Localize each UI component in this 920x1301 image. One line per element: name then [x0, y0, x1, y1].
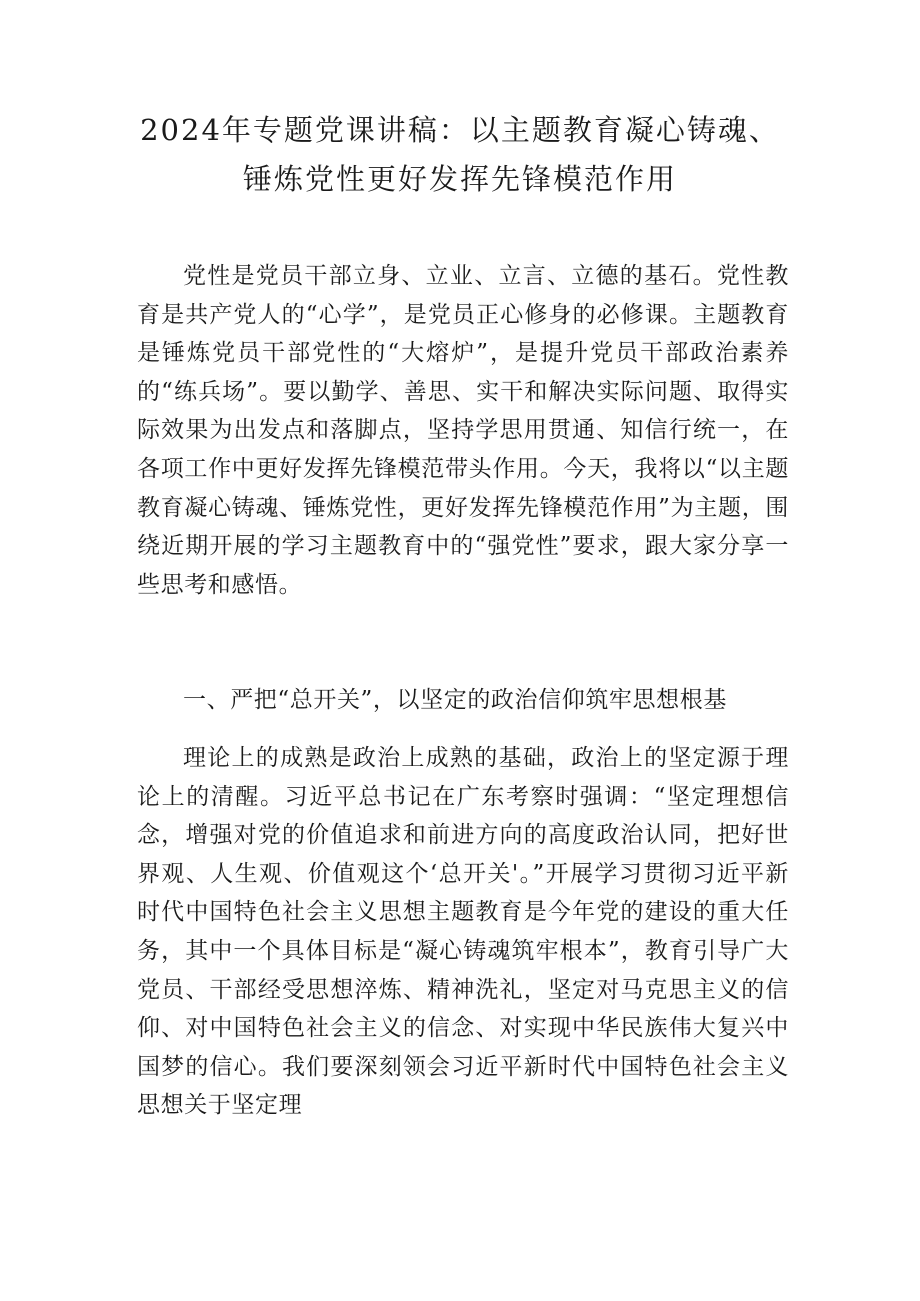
document-title-line-1: 2024年专题党课讲稿：以主题教育凝心铸魂、 [140, 113, 780, 147]
document-title-line-2: 锤炼党性更好发挥先锋模范作用 [242, 162, 677, 196]
section-1-heading: 一、严把“总开关”，以坚定的政治信仰筑牢思想根基 [183, 687, 727, 713]
section-1-paragraph: 理论上的成熟是政治上成熟的基础，政治上的坚定源于理论上的清醒。习近平总书记在广东考察时强调：“坚定理想信念，增强对党的价值追求和前进方向的高度政治认同，把好世界观、人生观、价值观这个‘总开关'。”开展学习贯彻习近平新时代中国特色社会主义思想主题教育是今年党的建设的重大任务，其中一个具体目标是“凝心铸魂筑牢根本”，教育引导广大党员、干部经受思想淬炼、精神洗礼，坚定对马克思主义的信仰、对中国特色社会主义的信念、对实现中华民族伟大复兴中国梦的信心。我们要深刻领会习近平新时代中国特色社会主义思想关于坚定理 [137, 745, 789, 1119]
intro-paragraph: 党性是党员干部立身、立业、立言、立德的基石。党性教育是共产党人的“心学”，是党员正心修身的必修课。主题教育是锤炼党员干部党性的“大熔炉”，是提升党员干部政治素养的“练兵场”。要以勤学、善思、实干和解决实际问题、取得实际效果为出发点和落脚点，坚持学思用贯通、知信行统一，在各项工作中更好发挥先锋模范带头作用。今天，我将以“以主题教育凝心铸魂、锤炼党性，更好发挥先锋模范作用”为主题，围绕近期开展的学习主题教育中的“强党性”要求，跟大家分享一些思考和感悟。 [137, 263, 789, 598]
